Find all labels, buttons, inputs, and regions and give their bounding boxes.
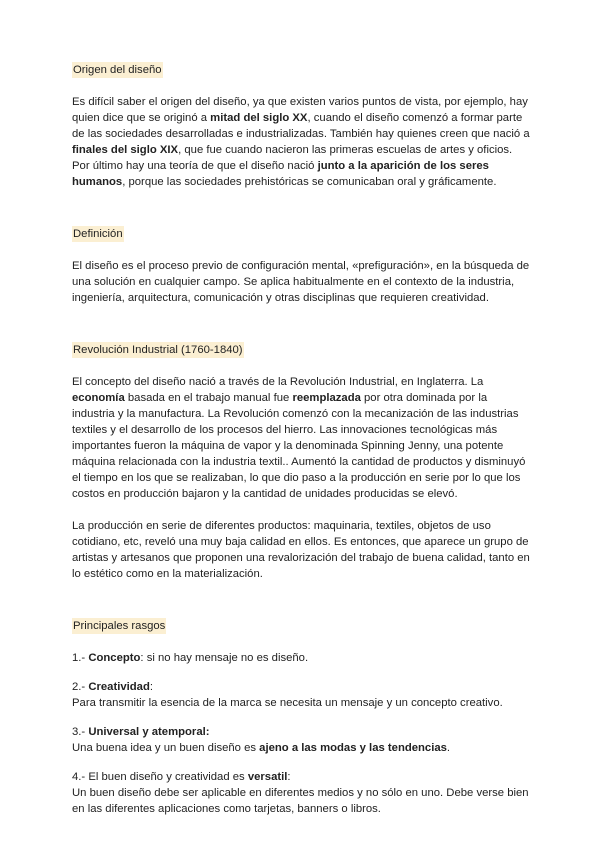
- rasgo-1-bold: Concepto: [88, 652, 141, 664]
- rasgo-1-rest: : si no hay mensaje no es diseño.: [140, 652, 309, 664]
- origen-bold-2: finales del siglo XIX: [72, 144, 179, 156]
- origen-text-1: Es difícil saber el origen del diseño, ya que existen varios puntos de vista, por ejemplo, hay quien dice que se originó a: [72, 96, 528, 124]
- rasgo-item-4-title: [72, 769, 532, 785]
- heading-revolucion: Revolución Industrial (1760-1840): [73, 344, 243, 356]
- paragraph-revolucion-1: [72, 374, 532, 502]
- rasgo-2-bold: Creatividad: [88, 681, 150, 693]
- rasgo-3-text-bold: ajeno a las modas y las tendencias: [259, 742, 447, 754]
- rasgo-3-prefix: 3.-: [72, 726, 89, 738]
- origen-bold-3: junto a la aparición de los seres humanos: [72, 160, 489, 188]
- revolucion-bold-2: reemplazada: [292, 392, 361, 404]
- rasgo-1-prefix: 1.-: [72, 652, 89, 664]
- origen-text-4: , porque las sociedades prehistóricas se comunicaban oral y gráficamente.: [122, 176, 497, 188]
- revolucion-bold-1: economía: [72, 392, 125, 404]
- revolucion-text-1b: basada en el trabajo manual fue: [124, 392, 293, 404]
- paragraph-definicion: El diseño es el proceso previo de configuración mental, «prefiguración», en la búsqueda de una solución en cualquier campo. Se aplica habitualmente en el contexto de la industria, ingeniería, arquitectura, comunicación y otras disciplinas que requieren creatividad.: [72, 260, 530, 304]
- paragraph-origen: [72, 94, 532, 190]
- rasgo-3-text-b: .: [446, 742, 451, 754]
- document-page: [72, 62, 532, 817]
- revolucion-text-1a: El concepto del diseño nació a través de la Revolución Industrial, en Inglaterra. La: [72, 376, 484, 388]
- rasgo-item-1: [72, 650, 532, 666]
- rasgo-item-3-text: [72, 740, 532, 756]
- rasgo-4-bold: versatil: [247, 771, 288, 783]
- rasgo-item-4-text: Un buen diseño debe ser aplicable en diferentes medios y no sólo en uno. Debe verse bien en las diferentes aplicaciones como tarjetas, banners o libros.: [72, 787, 529, 815]
- rasgo-4-prefix: 4.- El buen diseño y creatividad es: [72, 771, 248, 783]
- heading-definicion: Definición: [73, 228, 123, 240]
- origen-text-2: , cuando el diseño comenzó a formar parte de las sociedades desarrolladas e industrializadas. También hay quienes creen que nació a: [72, 112, 530, 140]
- rasgo-2-colon: :: [149, 681, 153, 693]
- rasgo-item-3-title: [72, 724, 532, 740]
- revolucion-text-1c: por otra dominada por la industria y la manufactura. La Revolución comenzó con la mecanización de las industrias textiles y el desarrollo de los procesos del hierro. Las innovaciones tecnológicas más importantes fueron la máquina de vapor y la denominada Spinning Jenny, una potente máquina relacionada con la industria textil.. Aumentó la cantidad de productos y disminuyó el tiempo en los que se realizaban, lo que dio paso a la producción en serie por lo que los costos en producción bajaron y la cantidad de unidades producidas se elevó.: [72, 392, 526, 500]
- heading-rasgos: Principales rasgos: [73, 620, 166, 632]
- rasgo-2-prefix: 2.-: [72, 681, 89, 693]
- origen-bold-1: mitad del siglo XX: [210, 112, 308, 124]
- origen-text-3: , que fue cuando nacieron las primeras escuelas de artes y oficios. Por último hay una teoría de que el diseño nació: [72, 144, 513, 172]
- rasgo-item-2-title: [72, 679, 532, 695]
- paragraph-revolucion-2: La producción en serie de diferentes productos: maquinaria, textiles, objetos de uso cotidiano, etc, reveló una muy baja calidad en ellos. Es entonces, que aparece un grupo de artistas y artesanos que proponen una revalorización del trabajo de buena calidad, tanto en lo estético como en la materialización.: [72, 520, 530, 580]
- heading-origen: Origen del diseño: [73, 64, 162, 76]
- rasgo-4-colon: :: [287, 771, 291, 783]
- rasgo-3-text-a: Una buena idea y un buen diseño es: [72, 742, 260, 754]
- rasgo-item-2-text: Para transmitir la esencia de la marca se necesita un mensaje y un concepto creativo.: [72, 697, 503, 709]
- rasgo-3-bold: Universal y atemporal:: [88, 726, 210, 738]
